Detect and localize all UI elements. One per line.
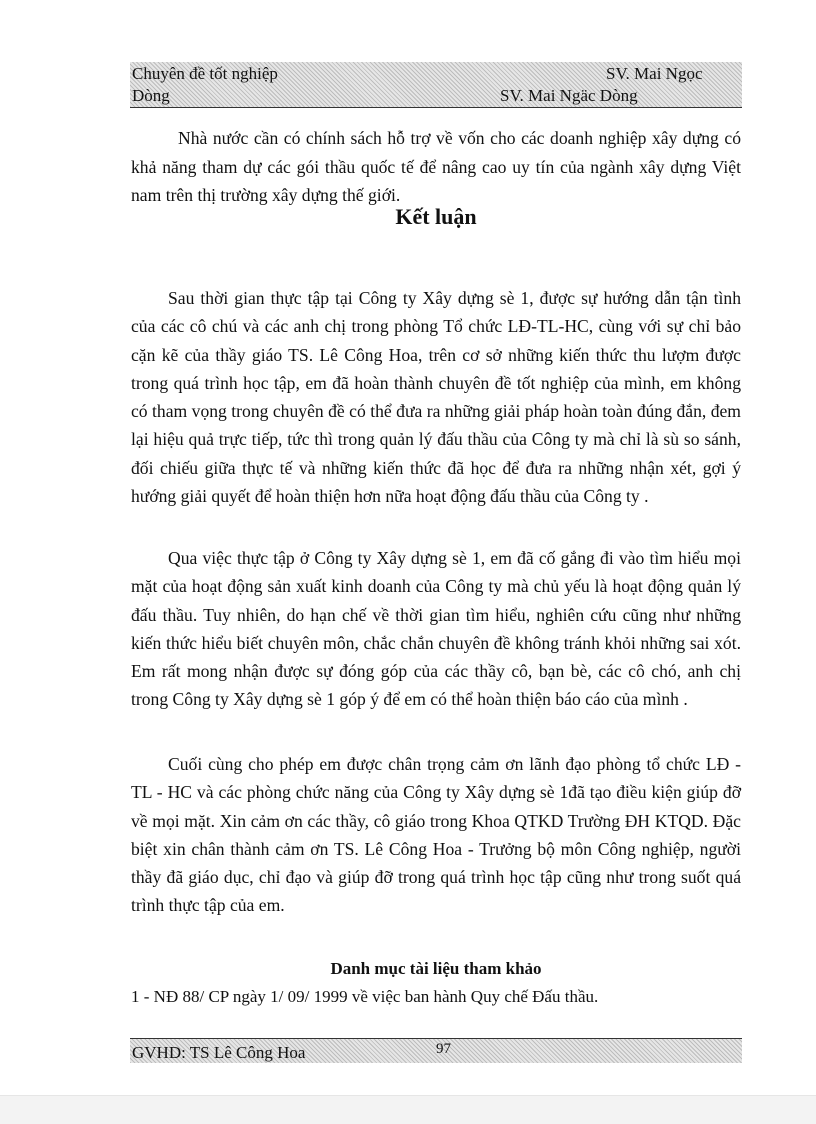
page-header <box>130 62 742 108</box>
page-number: 97 <box>436 1041 451 1057</box>
conclusion-paragraph-2: Qua việc thực tập ở Công ty Xây dựng sè 1, em đã cố gắng đi vào tìm hiểu mọi mặt của hoạt động sản xuất kinh doanh của Công ty mà chủ yếu là hoạt động quản lý đấu thầu. Tuy nhiên, do hạn chế về thời gian tìm hiểu, nghiên cứu cũng như những kiến thức hiểu biết chuyên môn, chắc chắn chuyên đề không tránh khỏi những sai xót. Em rất mong nhận được sự đóng góp của các thầy cô, bạn bè, các cô chó, anh chị trong Công ty Xây dựng sè 1 góp ý để em có thể hoàn thiện báo cáo của mình . <box>131 548 741 710</box>
conclusion-paragraph-3: Cuối cùng cho phép em được chân trọng cảm ơn lãnh đạo phòng tổ chức LĐ - TL - HC và các phòng chức năng của Công ty Xây dựng sè 1đã tạo điều kiện giúp đỡ về mọi mặt. Xin cảm ơn các thầy, cô giáo trong Khoa QTKD Trường ĐH KTQD. Đặc biệt xin chân thành cảm ơn TS. Lê Công Hoa - Trưởng bộ môn Công nghiệp, người thầy đã giáo dục, chỉ đạo và giúp đỡ trong quá trình học tập cũng như trong suốt quá trình thực tập của em. <box>131 754 741 916</box>
viewer-bottom-bar <box>0 1095 816 1124</box>
references-title: Danh mục tài liệu tham khảo <box>330 959 542 978</box>
conclusion-paragraph-1: Sau thời gian thực tập tại Công ty Xây dựng sè 1, được sự hướng dẫn tận tình của các cô chú và các anh chị trong phòng Tổ chức LĐ-TL-HC, cùng với sự chỉ bảo cặn kẽ của thầy giáo TS. Lê Công Hoa, trên cơ sở những kiến thức thu lượm được trong quá trình học tập, em đã hoàn thành chuyên đề tốt nghiệp của mình, em không có tham vọng trong chuyên đề có thể đưa ra những giải pháp hoàn toàn đúng đắn, đem lại hiệu quả trực tiếp, tức thì trong quản lý đấu thầu của Công ty mà chỉ là sù so sánh, đối chiếu giữa thực tế và những kiến thức đã học để đưa ra những nhận xét, gợi ý hướng giải quyết để hoàn thiện hơn nữa hoạt động đấu thầu của Công ty . <box>131 288 741 507</box>
header-thesis-label: Chuyên đề tốt nghiệp <box>132 64 278 83</box>
header-student-label-2: SV. Mai Ngäc Dòng <box>500 86 638 105</box>
section-title: Kết luận <box>395 204 477 229</box>
header-student-label: SV. Mai Ngọc <box>606 64 703 83</box>
header-student-label-continued: Dòng <box>132 86 170 105</box>
intro-paragraph: Nhà nước cần có chính sách hỗ trợ về vốn cho các doanh nghiệp xây dựng có khả năng tham dự các gói thầu quốc tế để nâng cao uy tín của ngành xây dựng Việt nam trên thị trường xây dựng thế giới. <box>131 128 741 205</box>
reference-item: 1 - NĐ 88/ CP ngày 1/ 09/ 1999 về việc ban hành Quy chế Đấu thầu. <box>131 987 599 1006</box>
footer-supervisor: GVHD: TS Lê Công Hoa <box>132 1043 306 1062</box>
page-footer <box>130 1038 742 1063</box>
